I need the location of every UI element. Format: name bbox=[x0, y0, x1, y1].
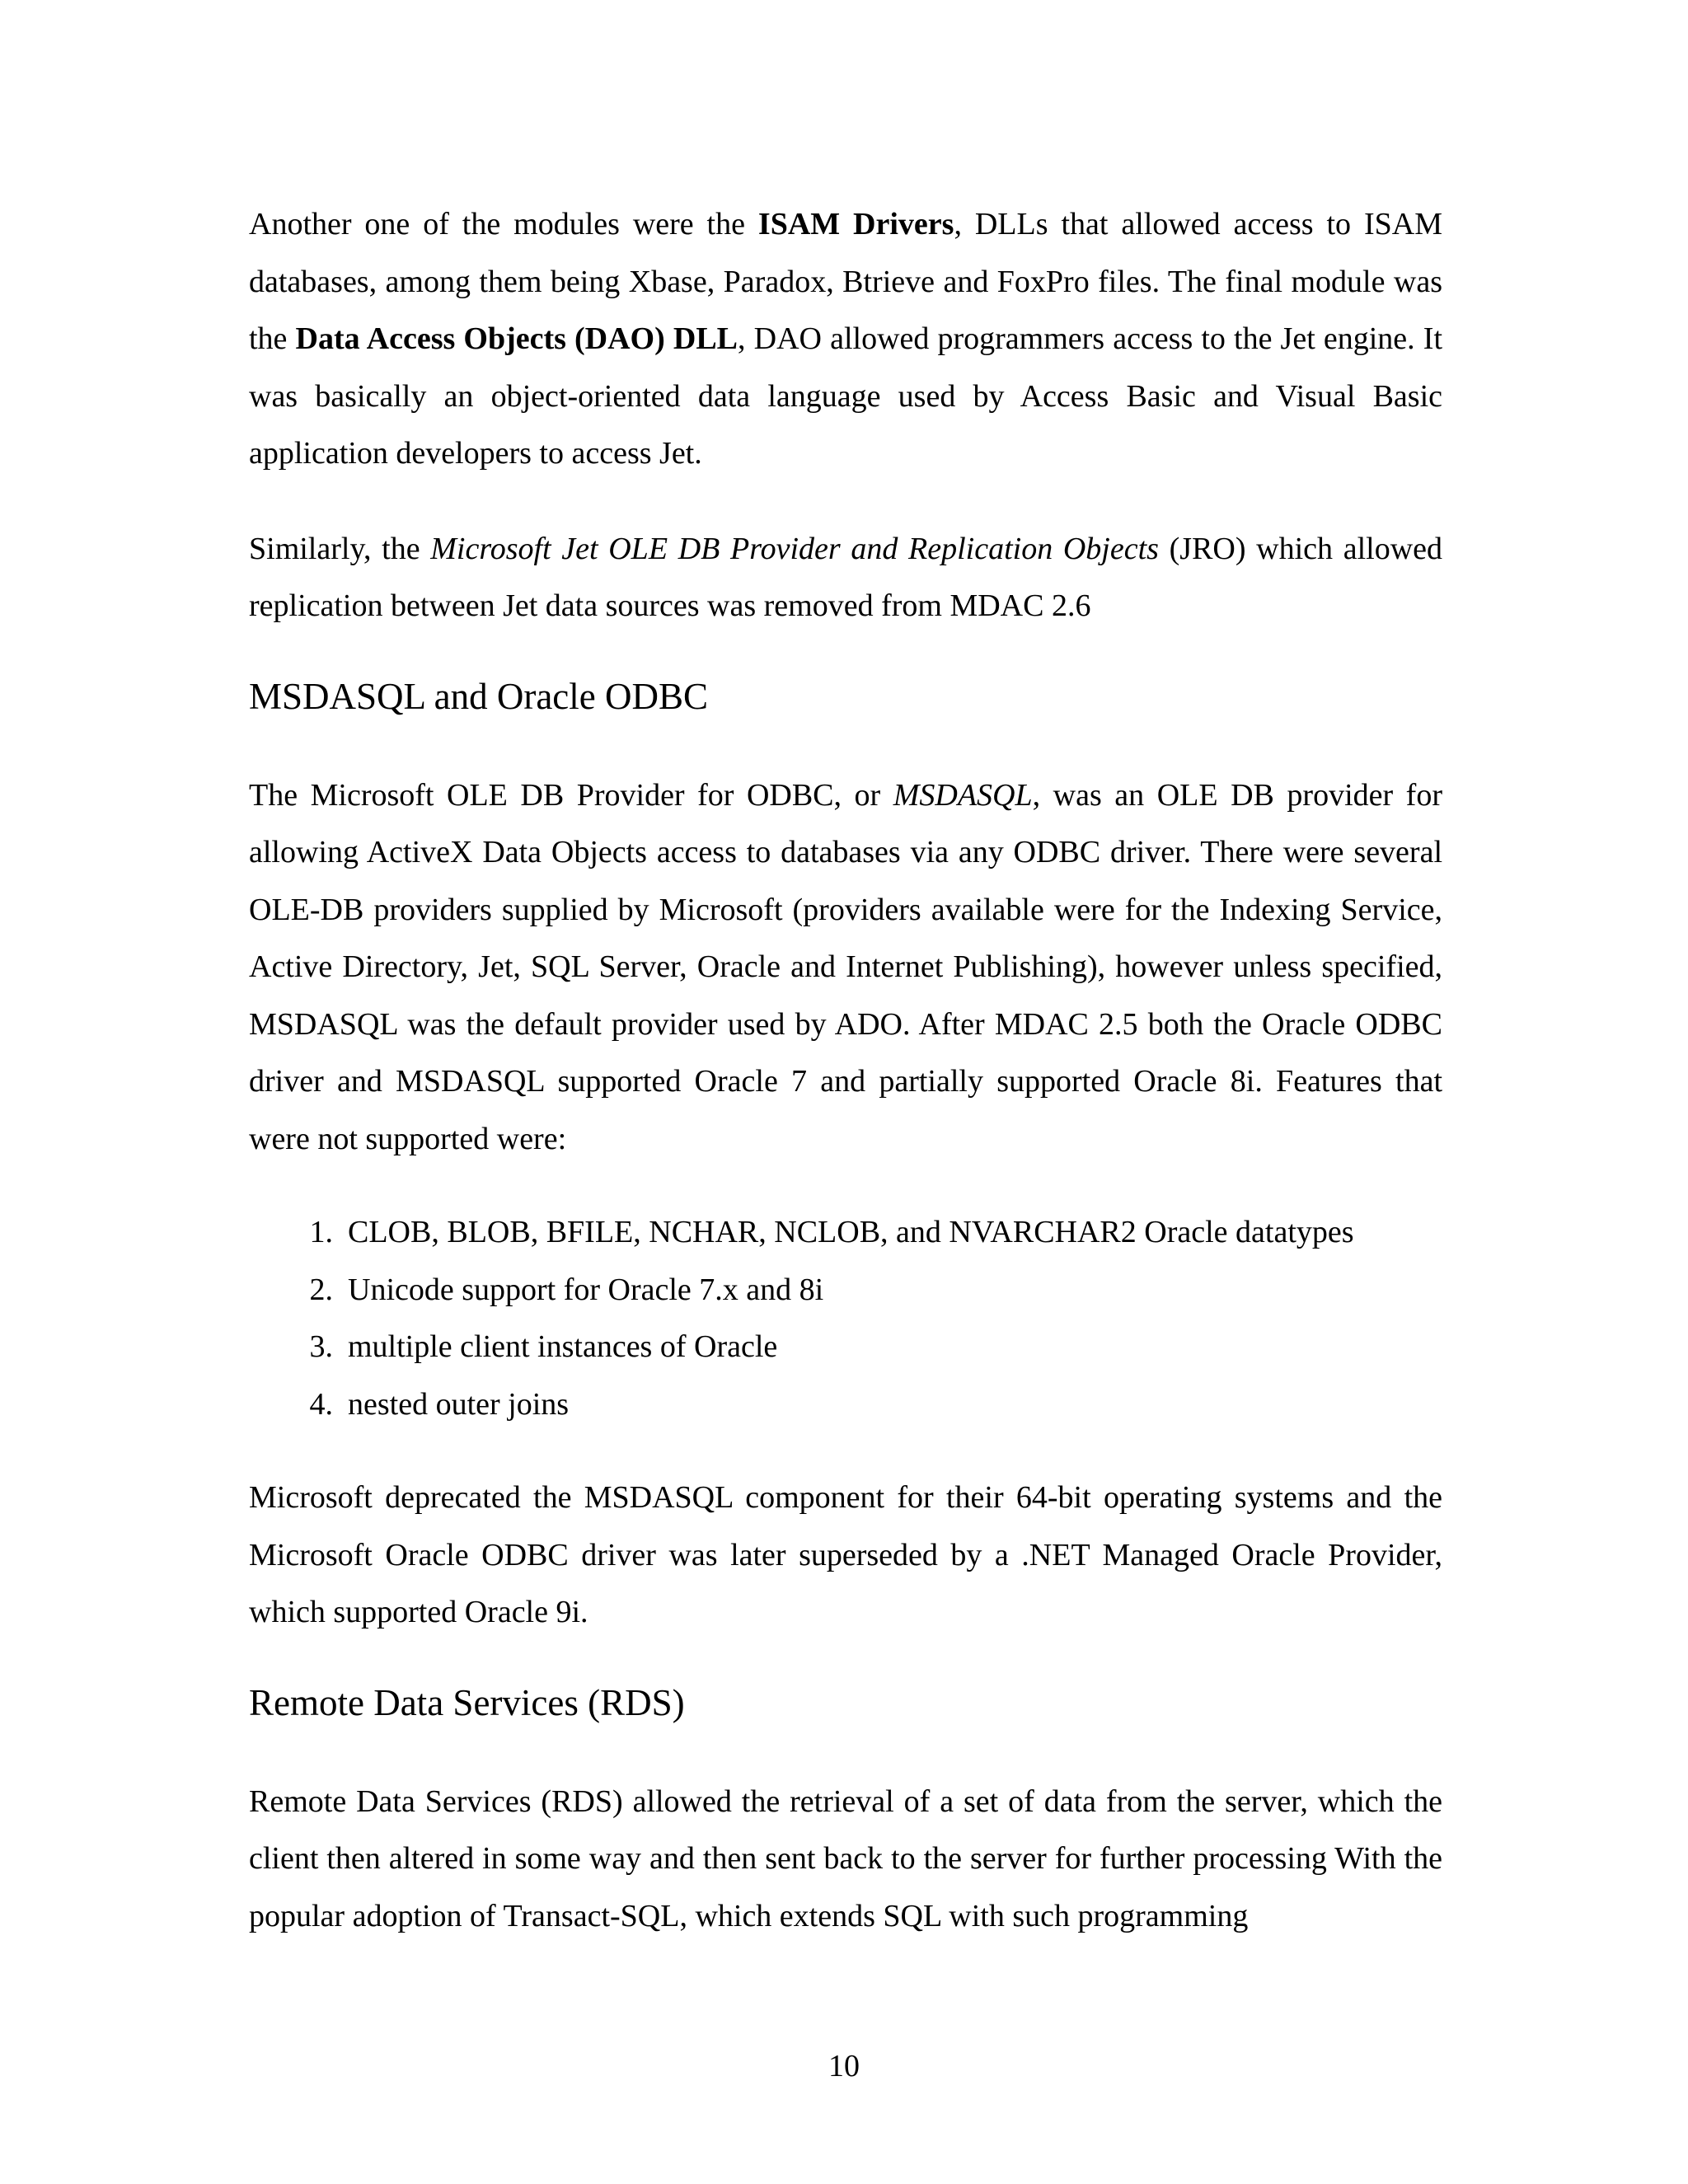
list-item-text: nested outer joins bbox=[348, 1386, 570, 1422]
page-body bbox=[249, 196, 1442, 1945]
unsupported-features-list bbox=[249, 1204, 1442, 1433]
list-number: 1. bbox=[309, 1215, 333, 1249]
term-dao-dll: Data Access Objects (DAO) DLL bbox=[295, 321, 738, 356]
list-item bbox=[249, 1204, 1442, 1262]
paragraph-msdasql: The Microsoft OLE DB Provider for ODBC, or MSDASQL, was an OLE DB provider for allowing ActiveX Data Objects access to databases via any ODBC driver. There were several OLE-DB providers supplied by Microsoft (providers available were for the Indexing Service, Active Directory, Jet, SQL Server, Oracle and Internet Publishing), however unless specified, MSDASQL was the default provider used by ADO. After MDAC 2.5 both the Oracle ODBC driver and MSDASQL supported Oracle 7 and partially supported Oracle 8i. Features that were not supported were: bbox=[249, 777, 1442, 1156]
heading-remote-data-services: Remote Data Services (RDS) bbox=[249, 1681, 685, 1723]
heading-msdasql-oracle-odbc: MSDASQL and Oracle ODBC bbox=[249, 675, 709, 717]
paragraph-isam-dao: Another one of the modules were the ISAM Drivers, DLLs that allowed access to ISAM databases, among them being Xbase, Paradox, Btrieve and FoxPro files. The final module was the Data Access Objects (DAO) DLL, DAO allowed programmers access to the Jet engine. It was basically an object-oriented data language used by Access Basic and Visual Basic application developers to access Jet. bbox=[249, 207, 1442, 471]
term-jet-ole-db: Microsoft Jet OLE DB Provider and Replication Objects bbox=[430, 531, 1159, 566]
list-number: 4. bbox=[309, 1386, 333, 1422]
page-number: 10 bbox=[828, 2049, 860, 2083]
term-isam-drivers: ISAM Drivers bbox=[757, 207, 954, 241]
list-item bbox=[249, 1376, 1442, 1434]
list-item-text: Unicode support for Oracle 7.x and 8i bbox=[348, 1272, 824, 1307]
list-item bbox=[249, 1319, 1442, 1376]
paragraph-jro: Similarly, the Microsoft Jet OLE DB Provider and Replication Objects (JRO) which allowed replication between Jet data sources was removed from MDAC 2.6 bbox=[249, 531, 1443, 623]
list-item-text: CLOB, BLOB, BFILE, NCHAR, NCLOB, and NVARCHAR2 Oracle datatypes bbox=[348, 1215, 1354, 1249]
paragraph-deprecation: Microsoft deprecated the MSDASQL component for their 64-bit operating systems and the Microsoft Oracle ODBC driver was later superseded by a .NET Managed Oracle Provider, which supported Oracle 9i. bbox=[249, 1480, 1442, 1629]
paragraph-rds: Remote Data Services (RDS) allowed the retrieval of a set of data from the server, which the client then altered in some way and then sent back to the server for further processing With the popular adoption of Transact-SQL, which extends SQL with such programming bbox=[249, 1783, 1442, 1933]
list-item bbox=[249, 1262, 1442, 1319]
list-number: 3. bbox=[309, 1329, 333, 1364]
list-number: 2. bbox=[309, 1272, 333, 1307]
list-item-text: multiple client instances of Oracle bbox=[348, 1329, 778, 1364]
term-msdasql: MSDASQL bbox=[893, 777, 1033, 813]
